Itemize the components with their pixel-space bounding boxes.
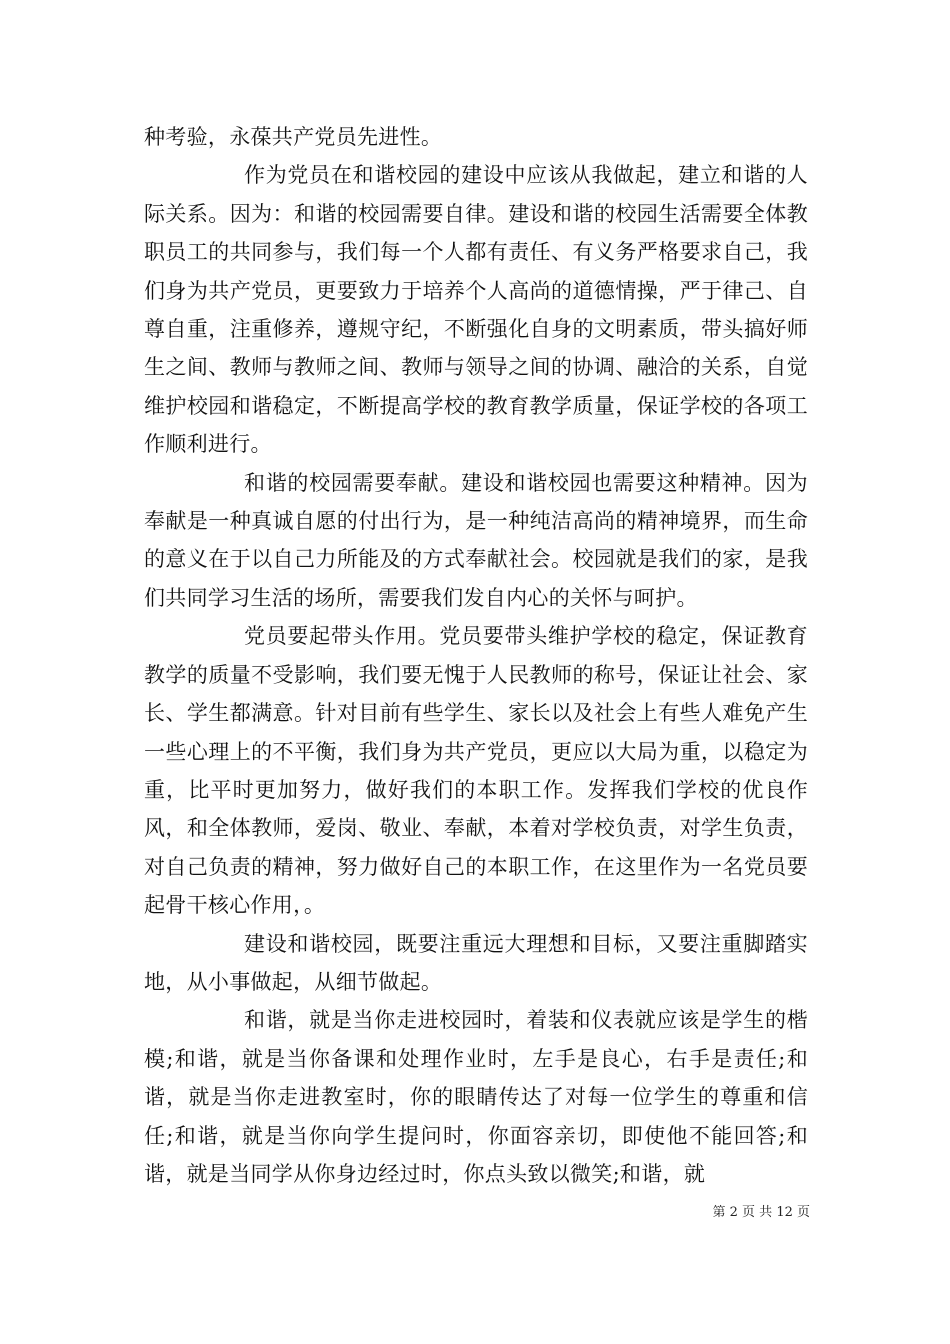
paragraph-dedication: 和谐的校园需要奉献。建设和谐校园也需要这种精神。因为奉献是一种真诚自愿的付出行为，是一种纯洁高尚的精神境界，而生命的意义在于以自己力所能及的方式奉献社会。校园就是我们的家，是我们共同学习生活的场所，需要我们发自内心的关怀与呵护。: [144, 470, 808, 610]
document-body: [144, 118, 808, 1193]
paragraph-ideals-and-details: 建设和谐校园，既要注重远大理想和目标，又要注重脚踏实地，从小事做起，从细节做起。: [144, 931, 808, 994]
paragraph-harmony-is: 和谐，就是当你走进校园时，着装和仪表就应该是学生的楷模;和谐，就是当你备课和处理作业时，左手是良心，右手是责任;和谐，就是当你走进教室时，你的眼睛传达了对每一位学生的尊重和信任;和谐，就是当你向学生提问时，你面容亲切，即使他不能回答;和谐，就是当同学从你身边经过时，你点头致以微笑;和谐，就: [144, 1008, 808, 1186]
page-number: 第 2 页 共 12 页: [712, 1205, 810, 1220]
paragraph-harmonious-relations: 作为党员在和谐校园的建设中应该从我做起，建立和谐的人际关系。因为：和谐的校园需要自律。建设和谐的校园生活需要全体教职员工的共同参与，我们每一个人都有责任、有义务严格要求自己，我们身为共产党员，更要致力于培养个人高尚的道德情操，严于律己、自尊自重，注重修养，遵规守纪，不断强化自身的文明素质，带头搞好师生之间、教师与教师之间、教师与领导之间的协调、融洽的关系，自觉维护校园和谐稳定，不断提高学校的教育教学质量，保证学校的各项工作顺利进行。: [144, 163, 808, 457]
paragraph-continuation: 种考验，永葆共产党员先进性。: [144, 125, 443, 149]
paragraph-leading-role: 党员要起带头作用。党员要带头维护学校的稳定，保证教育教学的质量不受影响，我们要无愧于人民教师的称号，保证让社会、家长、学生都满意。针对目前有些学生、家长以及社会上有些人难免产生一些心理上的不平衡，我们身为共产党员，更应以大局为重，以稳定为重，比平时更加努力，做好我们的本职工作。发挥我们学校的优良作风，和全体教师，爱岗、敬业、奉献，本着对学校负责，对学生负责，对自己负责的精神，努力做好自己的本职工作，在这里作为一名党员要起骨干核心作用，。: [144, 624, 808, 918]
